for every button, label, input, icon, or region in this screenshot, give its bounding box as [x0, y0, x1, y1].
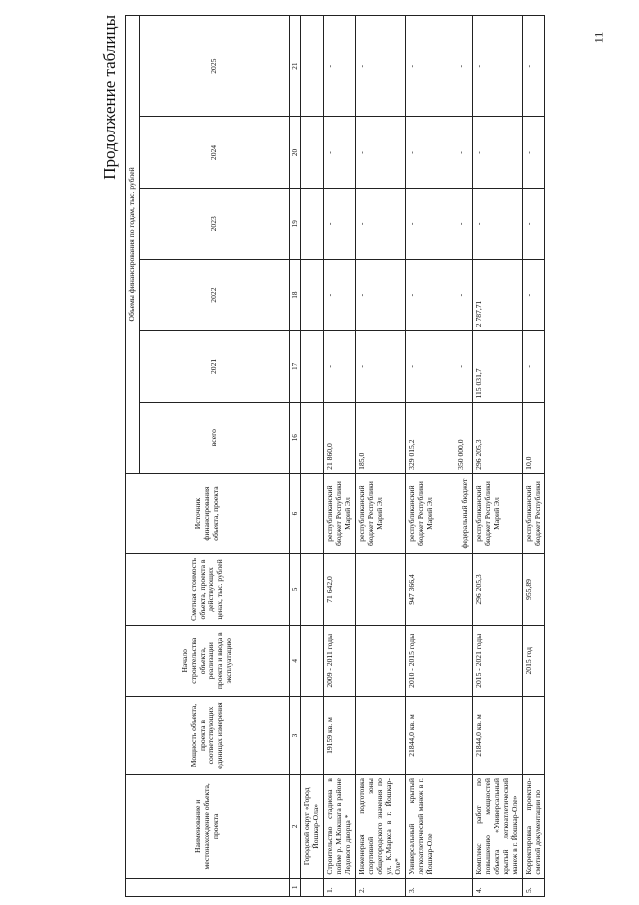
- header-2025: 2025: [139, 16, 289, 117]
- row-name: Корректировка проектно-сметной документации по: [522, 775, 545, 879]
- row-2021: -: [324, 331, 356, 402]
- header-period: Начало строительства объекта, реализации проекта и ввода в эксплуатацию: [126, 625, 290, 696]
- table-row: [472, 16, 522, 897]
- row-2022: 2 787,71: [472, 259, 522, 330]
- row-num: 3.: [405, 878, 472, 896]
- colnum: 4: [289, 625, 300, 696]
- row-total: 296 205,3: [472, 402, 522, 473]
- row-total: 185,0: [356, 402, 406, 473]
- value: -: [455, 222, 465, 226]
- row-cost: [356, 554, 406, 625]
- colnum: 2: [289, 775, 300, 879]
- row-capacity: 21844,0 кв. м: [405, 696, 472, 774]
- row-source: республиканский бюджет Республики Марий Эл: [472, 473, 522, 554]
- row-source: республиканский бюджет Республики: [522, 473, 545, 554]
- header-capacity: Мощность объекта, проекта в соответствующих единицах измерения: [126, 696, 290, 774]
- row-total: 21 860,0: [324, 402, 356, 473]
- row-cost: 296 205,3: [472, 554, 522, 625]
- row-capacity: 21844,0 кв. м: [472, 696, 522, 774]
- row-period: [356, 625, 406, 696]
- row-2021: 115 031,7: [472, 331, 522, 402]
- row-total-primary: 329 015,2: [406, 439, 416, 470]
- row-2025: -: [472, 16, 522, 117]
- table-row: [356, 16, 406, 897]
- header-source: Источник финансирования объекта, проекта: [126, 473, 290, 554]
- colnum: 21: [289, 16, 300, 117]
- value: -: [455, 64, 465, 68]
- value: -: [406, 151, 416, 154]
- row-2025: -: [356, 16, 406, 117]
- row-name: Комплекс работ по повышению мощностей объекта «Универсальный крытый легкоатлетический манеж в г. Йошкар-Оле»: [472, 775, 522, 879]
- row-num: 4.: [472, 878, 522, 896]
- row-2023: [405, 188, 472, 259]
- colnum: 18: [289, 259, 300, 330]
- colnum: 5: [289, 554, 300, 625]
- row-2023: -: [324, 188, 356, 259]
- value: -: [406, 64, 416, 68]
- row-2025: -: [324, 16, 356, 117]
- row-source: республиканский бюджет Республики Марий Эл: [324, 473, 356, 554]
- header-row-1: [126, 16, 140, 897]
- row-2021: [405, 331, 472, 402]
- colnum: 19: [289, 188, 300, 259]
- row-total: [405, 402, 472, 473]
- header-2023: 2023: [139, 188, 289, 259]
- colnum: 17: [289, 331, 300, 402]
- colnum: 6: [289, 473, 300, 554]
- row-capacity: [522, 696, 545, 774]
- row-capacity: [356, 696, 406, 774]
- table-caption: Продолжение таблицы: [100, 15, 119, 180]
- row-2023: -: [522, 188, 545, 259]
- value: -: [455, 293, 465, 297]
- row-name: Универсальный крытый легкоатлетический манеж в г. Йошкар-Оле: [405, 775, 472, 879]
- row-period: 2009 - 2011 годы: [324, 625, 356, 696]
- row-2024: -: [472, 117, 522, 188]
- header-cost: Сметная стоимость объекта, проекта в действующих ценах, тыс. рублей: [126, 554, 290, 625]
- value: -: [455, 151, 465, 154]
- row-num: 1.: [324, 878, 356, 896]
- row-period: 2015 год: [522, 625, 545, 696]
- row-num: 5.: [522, 878, 545, 896]
- value: -: [406, 222, 416, 226]
- row-source: [405, 473, 472, 554]
- header-2024: 2024: [139, 117, 289, 188]
- row-num: 2.: [356, 878, 406, 896]
- row-total-secondary: 350 000,0: [455, 439, 465, 470]
- section-title: Городской округ «Город Йошкар-Ола»: [301, 775, 324, 879]
- row-2024: -: [522, 117, 545, 188]
- row-2022: -: [522, 259, 545, 330]
- header-num: [126, 878, 290, 896]
- colnum: 20: [289, 117, 300, 188]
- table-row: [405, 16, 472, 897]
- value: -: [455, 365, 465, 368]
- row-2023: -: [472, 188, 522, 259]
- row-name: Инженерная подготовка спортивной зоны общегородского значения по ул. К.Маркса в г. Йошкар-Оле*: [356, 775, 406, 879]
- colnum: 16: [289, 402, 300, 473]
- row-name: Строительство стадиона в пойме р. М.Кокшага в районе Ледового дворца *: [324, 775, 356, 879]
- page-number: 11: [591, 31, 606, 44]
- row-period: 2015 - 2021 годы: [472, 625, 522, 696]
- row-source-primary: республиканский бюджет Республики Марий Эл: [406, 481, 434, 546]
- row-total: 10,0: [522, 402, 545, 473]
- row-cost: 71 642,0: [324, 554, 356, 625]
- row-2022: [405, 259, 472, 330]
- header-financing-group: Объемы финансирования по годам, тыс. рублей: [126, 16, 140, 474]
- row-2024: [405, 117, 472, 188]
- row-source: республиканский бюджет Республики Марий Эл: [356, 473, 406, 554]
- header-total: всего: [139, 402, 289, 473]
- row-capacity: 19159 кв. м: [324, 696, 356, 774]
- row-cost: 947 366,4: [405, 554, 472, 625]
- colnum: 1: [289, 878, 300, 896]
- row-source-secondary: федеральный бюджет: [459, 478, 469, 549]
- row-2021: -: [356, 331, 406, 402]
- header-name: Наименование и местонахождение объекта, проекта: [126, 775, 290, 879]
- value: -: [406, 365, 416, 368]
- row-2021: -: [522, 331, 545, 402]
- table-row: [324, 16, 356, 897]
- table-row: [522, 16, 545, 897]
- row-2022: -: [356, 259, 406, 330]
- row-2025: [405, 16, 472, 117]
- header-2021: 2021: [139, 331, 289, 402]
- section-row: [301, 16, 324, 897]
- colnum: 3: [289, 696, 300, 774]
- financing-table: [125, 15, 545, 897]
- row-2024: -: [356, 117, 406, 188]
- row-period: 2010 - 2015 годы: [405, 625, 472, 696]
- row-2025: -: [522, 16, 545, 117]
- value: -: [406, 293, 416, 297]
- header-2022: 2022: [139, 259, 289, 330]
- column-numbers-row: [289, 16, 300, 897]
- row-2022: -: [324, 259, 356, 330]
- row-2024: -: [324, 117, 356, 188]
- row-cost: 955,89: [522, 554, 545, 625]
- row-2023: -: [356, 188, 406, 259]
